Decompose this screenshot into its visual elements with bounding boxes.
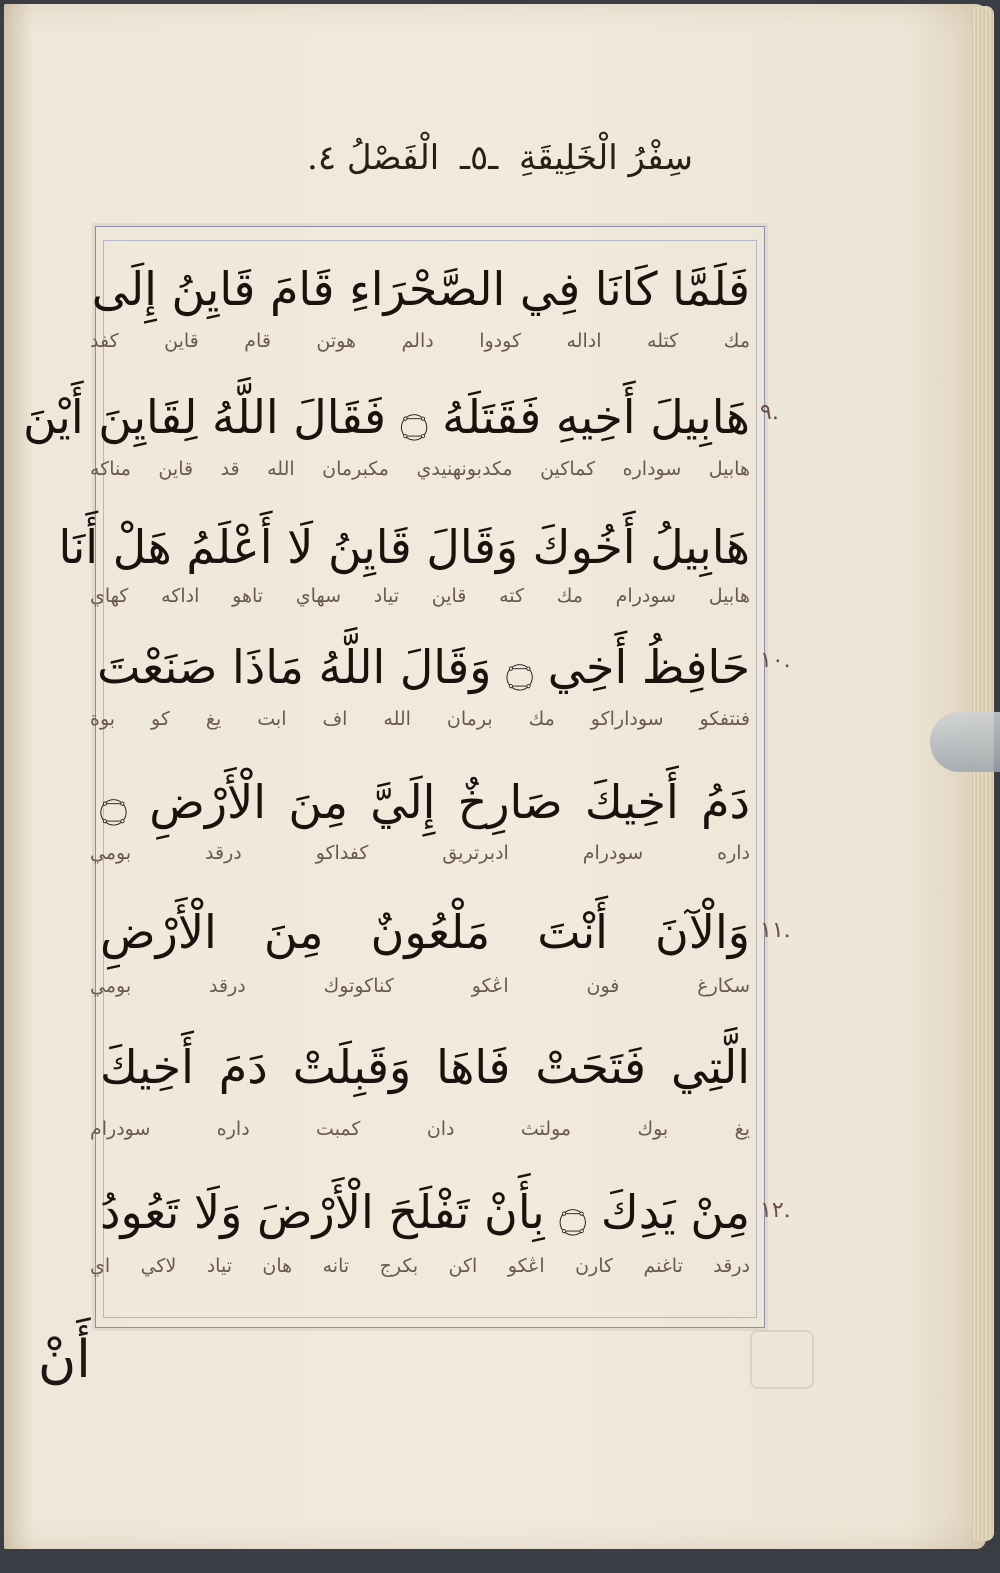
gloss-line-1: مك كتله اداله كودوا دالم هوتن قام قاين كفد [90, 330, 750, 352]
verse-number-9: ٩. [760, 400, 779, 425]
text-line-3: هَابِيلُ أَخُوكَ وَقَالَ قَايِنُ لَا أَعْلَمُ هَلْ أَنَا [58, 520, 750, 574]
gloss-line-6: سكارغ فون اڠكو كناكوتوك درقد بومي [90, 975, 750, 997]
page-header [0, 138, 1000, 198]
page-clip [930, 712, 1000, 772]
verse-number-12: ١٢. [760, 1198, 791, 1223]
catchword: أَنْ [38, 1330, 91, 1390]
text-line-1: فَلَمَّا كَانَا فِي الصَّحْرَاءِ قَامَ قَايِنُ إِلَى [91, 262, 750, 316]
gloss-line-3: هابيل سودرام مك كته قاين تياد سهاي تاهو اداكه كهاي [90, 585, 750, 607]
page-edge [972, 6, 994, 1541]
gloss-line-4: فنتفكو سوداراكو مك برمان الله اف ابت يغ كو بوة [90, 708, 750, 730]
gloss-line-2: هابيل سوداره كماكين مكدبونهنيدي مكبرمان الله قد قاين مناكه [90, 458, 750, 480]
text-line-2: هَابِيلَ أَخِيهِ فَقَتَلَهُ ۝ فَقَالَ اللَّهُ لِقَايِنَ أَيْنَ [23, 390, 750, 444]
text-line-4: حَافِظُ أَخِي ۝ وَقَالَ اللَّهُ مَاذَا صَنَعْتَ [97, 640, 750, 694]
text-line-6: وَالْآنَ أَنْتَ مَلْعُونٌ مِنَ الْأَرْضِ [100, 905, 750, 959]
verse-number-11: ١١. [760, 918, 791, 943]
text-line-5: دَمُ أَخِيكَ صَارِخٌ إِلَيَّ مِنَ الْأَرْضِ ۝ [100, 775, 750, 829]
faint-stamp [750, 1330, 814, 1389]
verse-number-10: ١٠. [760, 648, 791, 673]
text-line-7: الَّتِي فَتَحَتْ فَاهَا وَقَبِلَتْ دَمَ أَخِيكَ [100, 1040, 750, 1094]
gloss-line-7: يغ بوك مولتث دان كمبت داره سودرام [90, 1118, 750, 1140]
chapter-separator: ـ٥ـ [459, 138, 499, 178]
gloss-line-8: درقد تاغنم كارن اڠكو اكن بكرج تانه هان تياد لاكي اي [90, 1255, 750, 1277]
book-title: سِفْرُ الْخَلِيقَةِ [519, 138, 693, 178]
gloss-line-5: داره سودرام ادبرتريق كفداكو درقد بومي [90, 842, 750, 864]
chapter-label: الْفَصْلُ ٤. [307, 138, 440, 178]
text-line-8: مِنْ يَدِكَ ۝ بِأَنْ تَفْلَحَ الْأَرْضَ وَلَا تَعُودُ [100, 1185, 750, 1239]
